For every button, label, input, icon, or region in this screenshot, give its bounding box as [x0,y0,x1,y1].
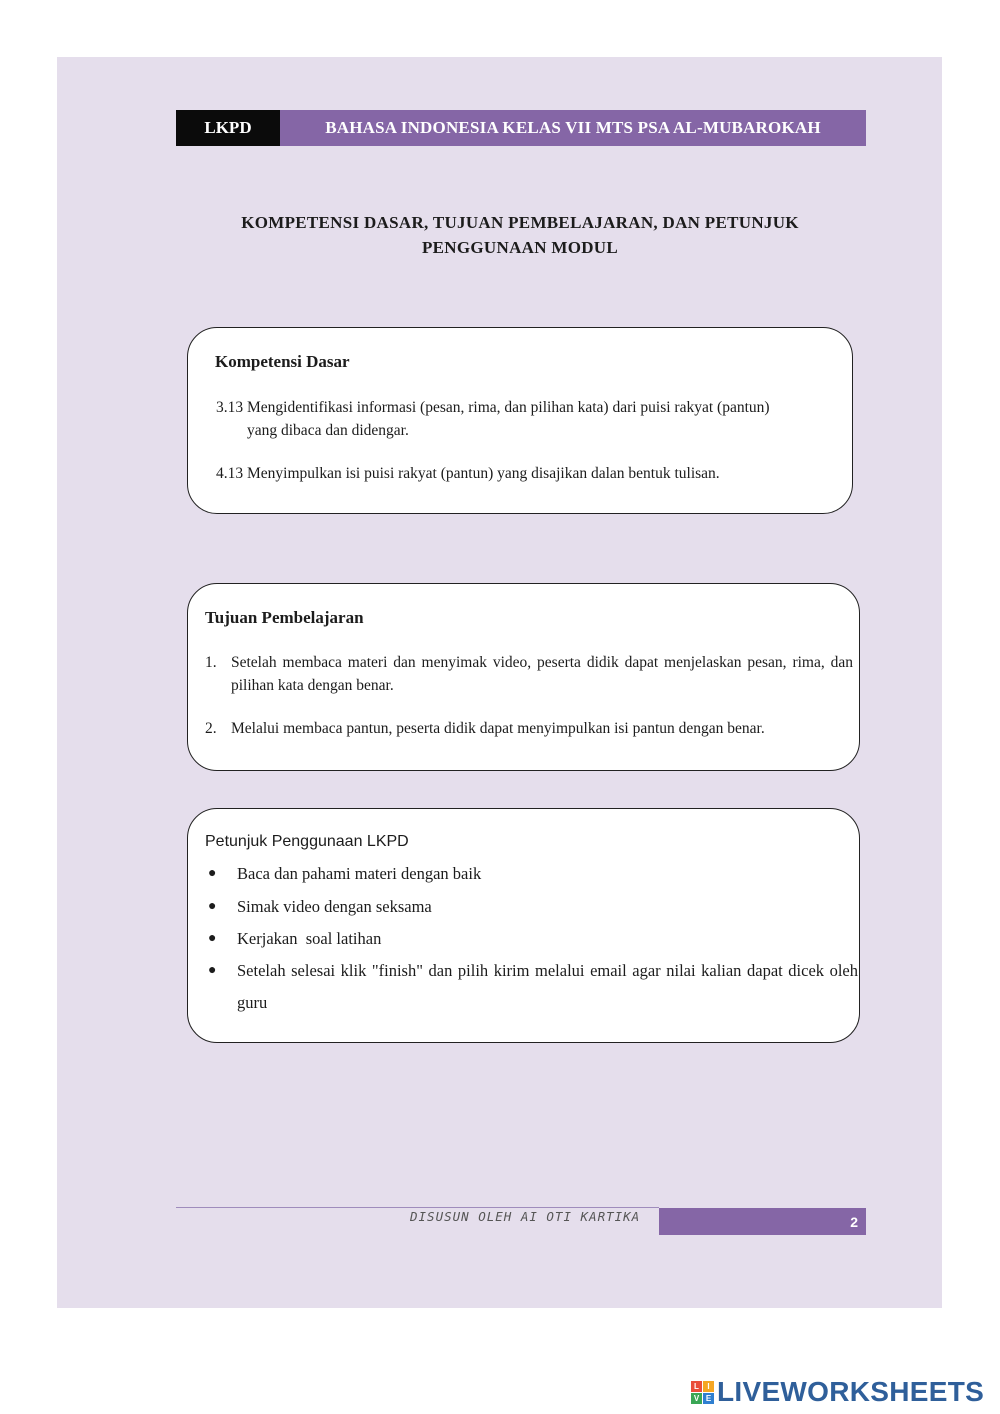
petunjuk-item-3 [208,923,858,955]
bullet-icon: ● [208,963,217,978]
petunjuk-penggunaan-box [187,808,860,1043]
bullet-icon: ● [208,866,217,881]
tujuan-pembelajaran-box [187,583,860,771]
petunjuk-item-2 [208,891,858,923]
logo-letter-e: E [703,1393,714,1404]
liveworksheets-brand [691,1376,984,1408]
kompetensi-dasar-box [187,327,853,514]
tujuan-item-2 [205,717,853,740]
petunjuk-penggunaan-title: Petunjuk Penggunaan LKPD [205,833,409,850]
tujuan-item-1 [205,651,853,697]
kompetensi-item-2-line1: 4.13 Menyimpulkan isi puisi rakyat (pantun) yang disajikan dalan bentuk tulisan. [216,465,720,482]
kompetensi-item-1 [216,396,770,442]
header-subject-label: BAHASA INDONESIA KELAS VII MTS PSA AL-MUBAROKAH [280,110,866,146]
tujuan-pembelajaran-title: Tujuan Pembelajaran [205,608,364,627]
bullet-icon: ● [208,899,217,914]
page-title-line2: PENGGUNAAN MODUL [421,238,619,257]
tujuan-item-1-number: 1. [205,654,217,671]
tujuan-item-1-text: Setelah membaca materi dan menyimak video, peserta didik dapat menjelaskan pesan, rima, dan pilihan kata dengan benar. [231,654,853,694]
header-lkpd-label: LKPD [176,110,280,146]
header-banner [176,110,866,146]
kompetensi-item-2 [216,462,720,485]
logo-letter-i: I [703,1381,714,1392]
tujuan-item-2-text: Melalui membaca pantun, peserta didik dapat menyimpulkan isi pantun dengan benar. [231,720,765,737]
tujuan-item-2-number: 2. [205,720,217,737]
petunjuk-item-1-text: Baca dan pahami materi dengan baik [237,864,482,883]
kompetensi-dasar-title: Kompetensi Dasar [215,352,350,371]
kompetensi-item-1-line1: 3.13 Mengidentifikasi informasi (pesan, rima, dan pilihan kata) dari puisi rakyat (pantun) [216,399,770,416]
liveworksheets-wordmark: LIVEWORKSHEETS [717,1376,985,1407]
kompetensi-item-1-line2: yang dibaca dan didengar. [247,422,409,439]
petunjuk-item-1 [208,858,858,890]
footer-page-number-bar [659,1208,866,1235]
footer-author: DISUSUN OLEH AI OTI KARTIKA [410,1209,641,1224]
footer-divider [176,1207,659,1208]
page-title-line1: KOMPETENSI DASAR, TUJUAN PEMBELAJARAN, DAN PETUNJUK [241,213,799,232]
page-number: 2 [850,1213,858,1230]
petunjuk-item-2-text: Simak video dengan seksama [237,897,432,916]
page-title [180,210,860,260]
petunjuk-item-4-text: Setelah selesai klik "finish" dan pilih kirim melalui email agar nilai kalian dapat dicek oleh guru [237,961,858,1012]
petunjuk-item-3-text: Kerjakan soal latihan [237,929,382,948]
logo-letter-v: V [691,1393,702,1404]
liveworksheets-logo-icon [691,1381,714,1404]
bullet-icon: ● [208,931,217,946]
logo-letter-l: L [691,1381,702,1392]
petunjuk-item-4 [208,955,858,1019]
